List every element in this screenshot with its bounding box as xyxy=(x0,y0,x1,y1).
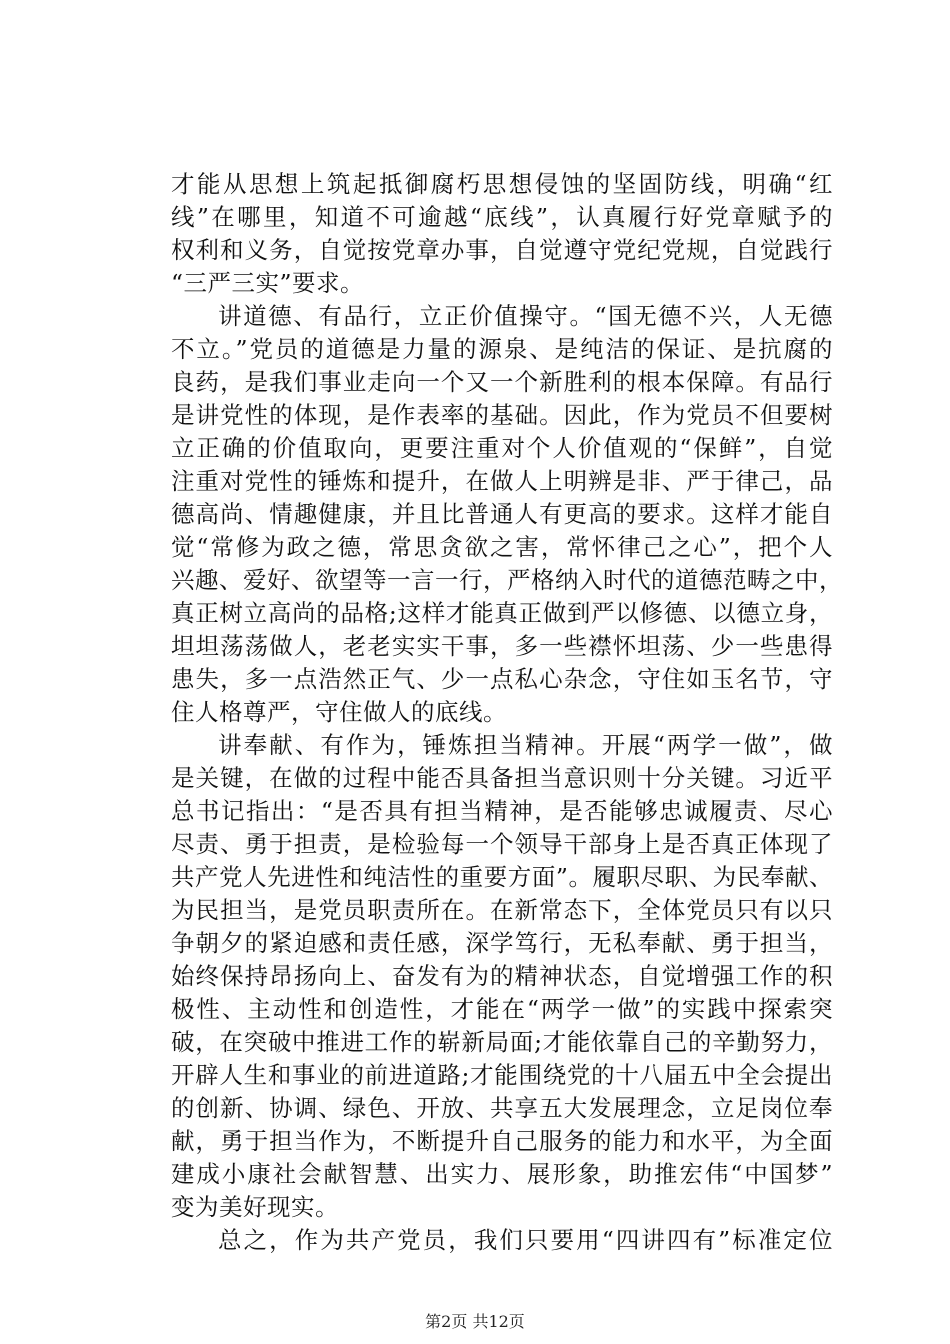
text-line: 破，在突破中推进工作的崭新局面;才能依靠自己的辛勤努力， xyxy=(171,1028,833,1056)
text-line: 是关键，在做的过程中能否具备担当意识则十分关键。习近平 xyxy=(171,764,833,792)
text-line: 兴趣、爱好、欲望等一言一行，严格纳入时代的道德范畴之中， xyxy=(171,566,843,594)
text-line: 始终保持昂扬向上、奋发有为的精神状态，自觉增强工作的积 xyxy=(171,962,833,990)
text-line: 为民担当，是党员职责所在。在新常态下，全体党员只有以只 xyxy=(171,896,833,924)
text-line: 总书记指出：“是否具有担当精神，是否能够忠诚履责、尽心 xyxy=(171,797,833,825)
page-number-footer: 第2页 共12页 xyxy=(425,1312,525,1331)
text-line: 尽责、勇于担责，是检验每一个领导干部身上是否真正体现了 xyxy=(171,830,833,858)
text-line: 权利和义务，自觉按党章办事，自觉遵守党纪党规，自觉践行 xyxy=(171,236,833,264)
text-line: 注重对党性的锤炼和提升，在做人上明辨是非、严于律己，品 xyxy=(171,467,833,495)
text-line: 立正确的价值取向，更要注重对个人价值观的“保鲜”，自觉 xyxy=(171,434,833,462)
text-line: 开辟人生和事业的前进道路;才能围绕党的十八届五中全会提出 xyxy=(171,1061,833,1089)
paragraph-start-line: 总之，作为共产党员，我们只要用“四讲四有”标准定位 xyxy=(218,1226,833,1254)
text-line: 患失，多一点浩然正气、少一点私心杂念，守住如玉名节，守 xyxy=(171,665,833,693)
text-line: 极性、主动性和创造性，才能在“两学一做”的实践中探索突 xyxy=(171,995,833,1023)
text-line: 才能从思想上筑起抵御腐朽思想侵蚀的坚固防线，明确“红 xyxy=(171,170,833,198)
text-line: “三严三实”要求。 xyxy=(171,269,365,297)
text-line: 争朝夕的紧迫感和责任感，深学笃行，无私奉献、勇于担当， xyxy=(171,929,833,957)
text-line: 的创新、协调、绿色、开放、共享五大发展理念，立足岗位奉 xyxy=(171,1094,833,1122)
text-line: 觉“常修为政之德，常思贪欲之害，常怀律己之心”，把个人 xyxy=(171,533,833,561)
text-line: 德高尚、情趣健康，并且比普通人有更高的要求。这样才能自 xyxy=(171,500,833,528)
text-line: 共产党人先进性和纯洁性的重要方面”。履职尽职、为民奉献、 xyxy=(171,863,833,891)
text-line: 不立。”党员的道德是力量的源泉、是纯洁的保证、是抗腐的 xyxy=(171,335,833,363)
text-line: 建成小康社会献智慧、出实力、展形象，助推宏伟“中国梦” xyxy=(171,1160,833,1188)
text-line: 是讲党性的体现，是作表率的基础。因此，作为党员不但要树 xyxy=(171,401,833,429)
text-line: 献，勇于担当作为，不断提升自己服务的能力和水平，为全面 xyxy=(171,1127,833,1155)
text-line: 线”在哪里，知道不可逾越“底线”，认真履行好党章赋予的 xyxy=(171,203,833,231)
text-line: 良药，是我们事业走向一个又一个新胜利的根本保障。有品行 xyxy=(171,368,833,396)
text-line: 真正树立高尚的品格;这样才能真正做到严以修德、以德立身， xyxy=(171,599,833,627)
text-line: 变为美好现实。 xyxy=(171,1193,339,1221)
paragraph-start-line: 讲奉献、有作为，锤炼担当精神。开展“两学一做”，做 xyxy=(218,731,833,759)
paragraph-start-line: 讲道德、有品行，立正价值操守。“国无德不兴，人无德 xyxy=(218,302,833,330)
text-line: 住人格尊严，守住做人的底线。 xyxy=(171,698,507,726)
text-line: 坦坦荡荡做人，老老实实干事，多一些襟怀坦荡、少一些患得 xyxy=(171,632,833,660)
